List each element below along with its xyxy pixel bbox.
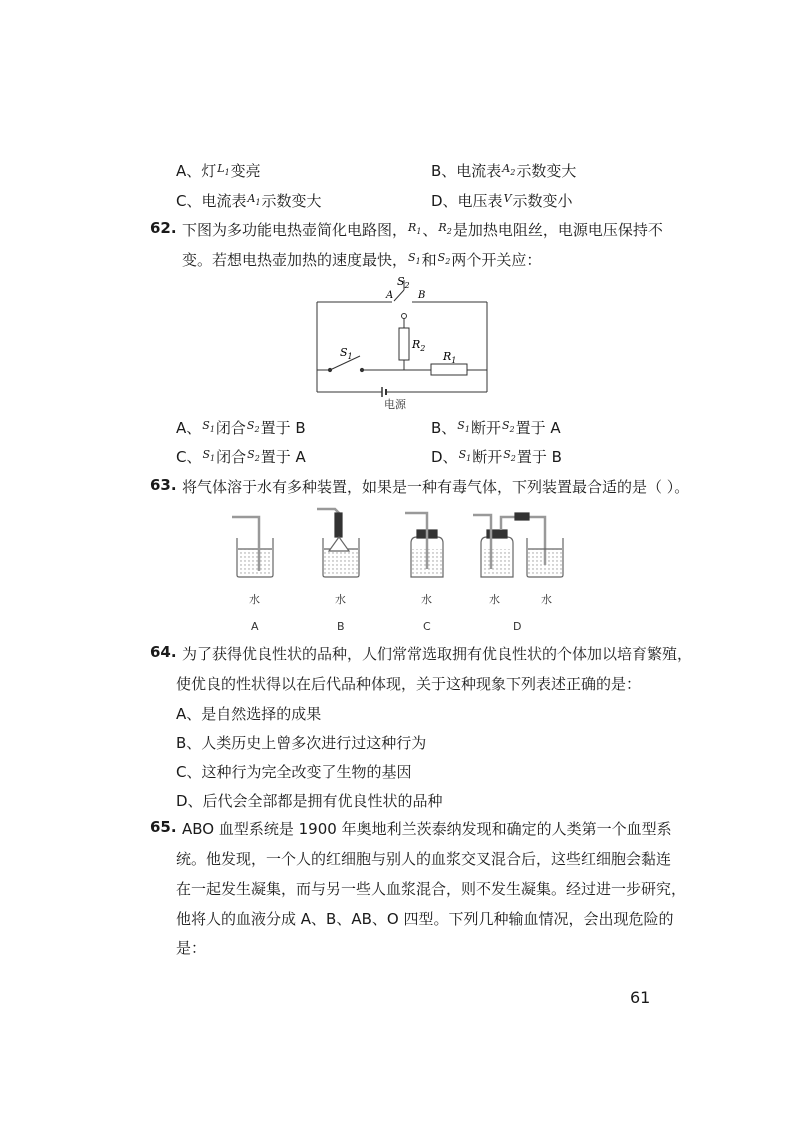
q62-stem-line1: 下图为多功能电热壶简化电路图，$^{R_1}$、$^{R_2}$是加热电阻丝，电源电压保持不 (182, 221, 663, 239)
q62-number: 62. (150, 219, 177, 237)
apparatus-d (473, 513, 563, 577)
q65-line2: 统。他发现，一个人的红细胞与别人的血浆交叉混合后，这些红细胞会黏连 (176, 850, 672, 868)
water-label-a: 水 (249, 593, 260, 606)
figure-label-a: A (251, 620, 259, 633)
q64-stem-line1: 为了获得优良性状的品种，人们常常选取拥有优良性状的个体加以培育繁殖， (182, 645, 693, 663)
label-a: A (386, 290, 394, 301)
q61-option-d: D、电压表$^V$示数变小 (431, 192, 573, 210)
water-label-b: 水 (335, 593, 346, 606)
label-s1: $S_1$ (340, 346, 353, 361)
q61-option-c: C、电流表$^{A_1}$示数变大 (176, 192, 322, 210)
q62-option-a: A、$^{S_1}$闭合$^{S_2}$置于 B (176, 419, 306, 437)
figure-label-b: B (337, 620, 345, 633)
figure-label-c: C (423, 620, 431, 633)
q62-option-b: B、$^{S_1}$断开$^{S_2}$置于 A (431, 419, 561, 437)
q62-option-c: C、$^{S_1}$闭合$^{S_2}$置于 A (176, 448, 306, 466)
gas-apparatus-figure (215, 503, 585, 638)
apparatus-a (232, 517, 273, 577)
q63-stem: 将气体溶于水有多种装置，如果是一种有毒气体，下列装置最合适的是（ ）。 (182, 478, 690, 496)
q65-number: 65. (150, 818, 177, 836)
q65-line4: 他将人的血液分成 A、B、AB、O 四型。下列几种输血情况，会出现危险的 (176, 910, 674, 928)
q62-stem-line2: 变。若想电热壶加热的速度最快，$^{S_1}$和$^{S_2}$两个开关应： (182, 251, 542, 269)
q64-option-a: A、是自然选择的成果 (176, 705, 322, 723)
label-b: B (418, 290, 426, 301)
q64-option-c: C、这种行为完全改变了生物的基因 (176, 763, 412, 781)
page-number: 61 (630, 988, 651, 1007)
circuit-diagram (300, 270, 500, 412)
q64-option-d: D、后代会全部都是拥有优良性状的品种 (176, 792, 443, 810)
q64-stem-line2: 使优良的性状得以在后代品种体现，关于这种现象下列表述正确的是： (176, 675, 642, 693)
label-r1: $R_1$ (443, 350, 457, 365)
water-label-c: 水 (421, 593, 432, 606)
label-s2: $S_2$ (397, 275, 410, 290)
q61-option-b: B、电流表$^{A_2}$示数变大 (431, 162, 577, 180)
q61-option-a: A、灯$^{L_1}$变亮 (176, 162, 261, 180)
q65-line3: 在一起发生凝集，而与另一些人血浆混合，则不发生凝集。经过进一步研究， (176, 880, 687, 898)
apparatus-c (405, 513, 443, 577)
q65-line5: 是： (176, 939, 207, 957)
figure-label-d: D (513, 620, 522, 633)
label-power: 电源 (384, 398, 406, 411)
label-r2: $R_2$ (412, 338, 426, 353)
q65-line1: ABO 血型系统是 1900 年奥地利兰茨泰纳发现和确定的人类第一个血型系 (182, 820, 672, 838)
q64-number: 64. (150, 643, 177, 661)
q64-option-b: B、人类历史上曾多次进行过这种行为 (176, 734, 427, 752)
water-label-d2: 水 (541, 593, 552, 606)
apparatus-b (317, 509, 359, 577)
water-label-d1: 水 (489, 593, 500, 606)
q63-number: 63. (150, 476, 177, 494)
q62-option-d: D、$^{S_1}$断开$^{S_2}$置于 B (431, 448, 562, 466)
